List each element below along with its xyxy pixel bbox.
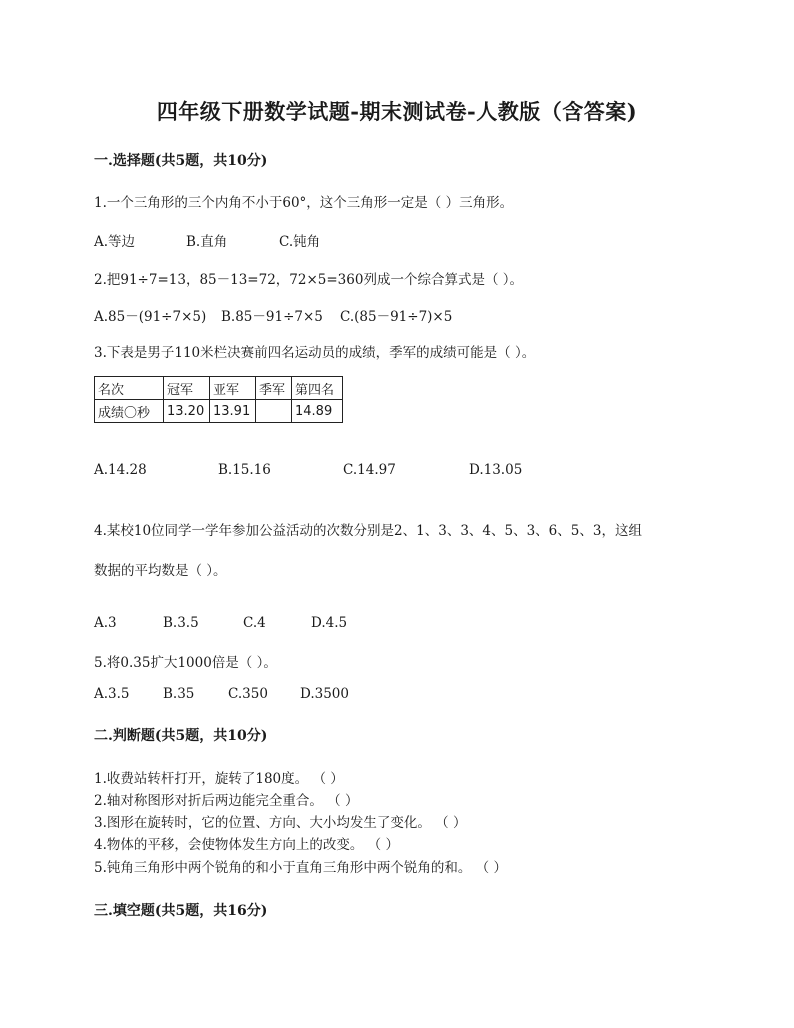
- table-cell: 13.91: [210, 400, 256, 423]
- judgment-item-3: 3.图形在旋转时，它的位置、方向、大小均发生了变化。 （ ）: [94, 815, 467, 831]
- q5-option-c: C.350: [228, 686, 268, 702]
- judgment-item-5: 5.钝角三角形中两个锐角的和小于直角三角形中两个锐角的和。 （ ）: [94, 860, 507, 876]
- q1-option-a: A.等边: [94, 234, 136, 250]
- section-heading-fill: 三.填空题(共5题，共16分): [94, 903, 268, 919]
- judgment-item-1: 1.收费站转杆打开，旋转了180度。 （ ）: [94, 771, 344, 787]
- table-cell: 13.20: [164, 400, 210, 423]
- score-table: [94, 376, 343, 423]
- table-cell: 第四名: [292, 377, 343, 400]
- question-5: 5.将0.35扩大1000倍是（ ）。: [94, 655, 277, 671]
- table-cell: 季军: [256, 377, 292, 400]
- q4-option-a: A.3: [94, 615, 117, 631]
- q4-option-c: C.4: [243, 615, 266, 631]
- question-2: 2.把91÷7=13，85－13=72，72×5=360列成一个综合算式是（ ）。: [94, 272, 523, 288]
- question-1: 1.一个三角形的三个内角不小于60°，这个三角形一定是（ ）三角形。: [94, 195, 514, 211]
- judgment-item-4: 4.物体的平移，会使物体发生方向上的改变。 （ ）: [94, 837, 399, 853]
- q5-option-b: B.35: [163, 686, 195, 702]
- q3-option-c: C.14.97: [343, 462, 396, 478]
- q5-option-d: D.3500: [300, 686, 349, 702]
- section-heading-judgment: 二.判断题(共5题，共10分): [94, 728, 268, 744]
- judgment-item-2: 2.轴对称图形对折后两边能完全重合。 （ ）: [94, 793, 359, 809]
- q4-option-b: B.3.5: [163, 615, 199, 631]
- table-row: [95, 400, 343, 423]
- q3-option-d: D.13.05: [469, 462, 523, 478]
- table-cell: 14.89: [292, 400, 343, 423]
- q4-option-d: D.4.5: [311, 615, 348, 631]
- table-cell: 冠军: [164, 377, 210, 400]
- table-row: [95, 377, 343, 400]
- question-4-line2: 数据的平均数是（ ）。: [94, 563, 227, 579]
- table-cell: [256, 400, 292, 423]
- table-cell: 亚军: [210, 377, 256, 400]
- q1-option-c: C.钝角: [279, 234, 321, 250]
- table-cell: 名次: [95, 377, 164, 400]
- q1-option-b: B.直角: [186, 234, 228, 250]
- section-heading-choice: 一.选择题(共5题，共10分): [94, 153, 268, 169]
- q3-option-a: A.14.28: [94, 462, 147, 478]
- page-title: 四年级下册数学试题-期末测试卷-人教版（含答案): [156, 99, 638, 124]
- q5-option-a: A.3.5: [94, 686, 130, 702]
- question-4-line1: 4.某校10位同学一学年参加公益活动的次数分别是2、1、3、3、4、5、3、6、5、3，这组: [94, 523, 642, 539]
- table-cell: 成绩〇秒: [95, 400, 164, 423]
- q2-option-c: C.(85－91÷7)×5: [340, 309, 453, 325]
- q3-option-b: B.15.16: [218, 462, 271, 478]
- q2-option-b: B.85－91÷7×5: [221, 309, 323, 325]
- question-3: 3.下表是男子110米栏决赛前四名运动员的成绩，季军的成绩可能是（ ）。: [94, 345, 536, 361]
- q2-option-a: A.85－(91÷7×5): [94, 309, 207, 325]
